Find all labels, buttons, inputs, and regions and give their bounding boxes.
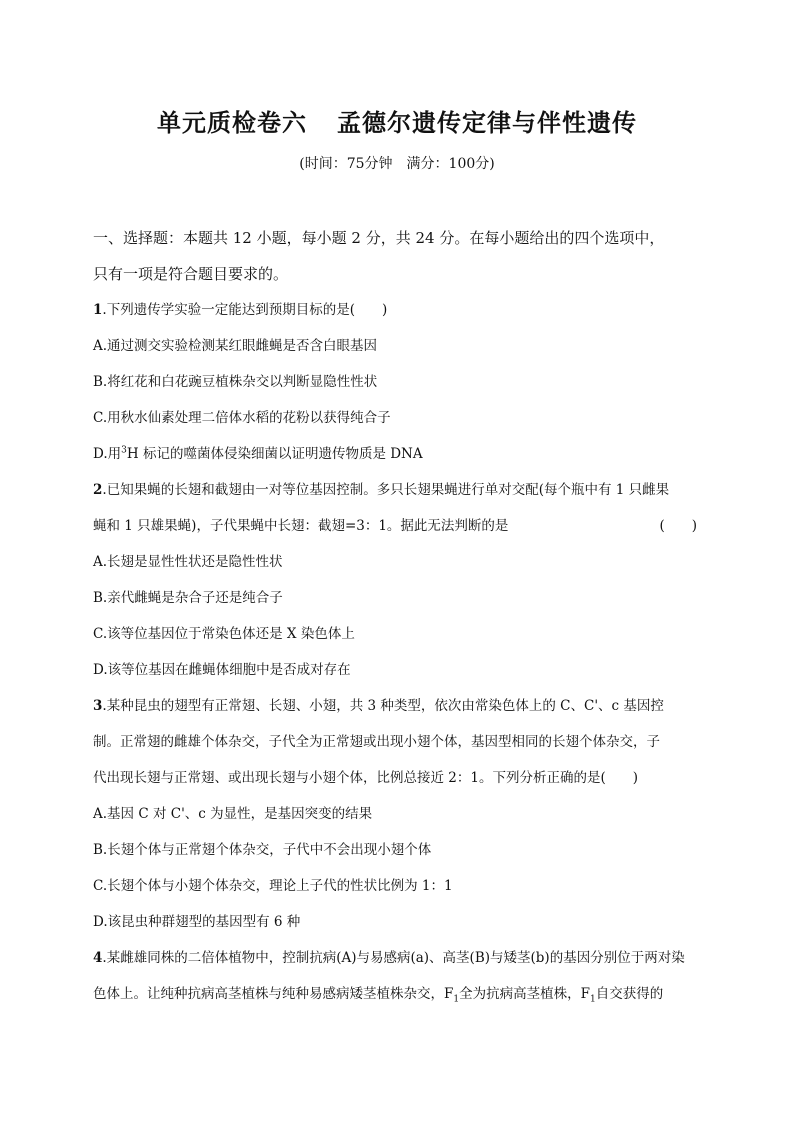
title-unit: 单元质检卷六: [157, 109, 307, 137]
question-number: 1: [93, 302, 103, 318]
question-4-stem-cont: [93, 976, 703, 1012]
question-2-option-c: C.该等位基因位于常染色体还是 X 染色体上: [93, 626, 355, 642]
question-3-stem-cont: 制。正常翅的雌雄个体杂交，子代全为正常翅或出现小翅个体，基因型相同的长翅个体杂交，子: [93, 734, 660, 750]
option-text: H 标记的噬菌体侵染细菌以证明遗传物质是 DNA: [126, 446, 423, 462]
question-3-option-a: A.基因 C 对 C'、c 为显性，是基因突变的结果: [93, 806, 373, 822]
question-1-option-b: B.将红花和白花豌豆植株杂交以判断显隐性性状: [93, 374, 378, 390]
question-1-option-a: A.通过测交实验检测某红眼雌蝇是否含白眼基因: [93, 338, 378, 354]
question-2-option-d: D.该等位基因在雌蝇体细胞中是否成对存在: [93, 662, 351, 678]
question-number: 4: [93, 950, 103, 966]
superscript: 3: [121, 445, 127, 456]
question-text: .下列遗传学实验一定能达到预期目标的是( ): [102, 302, 388, 318]
option-text: D.用: [93, 446, 122, 462]
exam-info: (时间：75分钟 满分：100分): [299, 156, 495, 172]
question-1-stem: [93, 292, 703, 328]
question-number: 3: [93, 698, 103, 714]
question-1-option-c: C.用秋水仙素处理二倍体水稻的花粉以获得纯合子: [93, 410, 391, 426]
question-3-option-c: C.长翅个体与小翅个体杂交，理论上子代的性状比例为 1：1: [93, 878, 453, 894]
question-3-stem: [93, 688, 703, 724]
question-text: .某雌雄同株的二倍体植物中，控制抗病(A)与易感病(a)、高茎(B)与矮茎(b)的基因分别位于两对染: [102, 950, 685, 966]
title-topic: 孟德尔遗传定律与伴性遗传: [337, 109, 637, 137]
question-text: .某种昆虫的翅型有正常翅、长翅、小翅，共 3 种类型，依次由常染色体上的 C、C'、c 基因控: [102, 698, 664, 714]
question-text: .已知果蝇的长翅和截翅由一对等位基因控制。多只长翅果蝇进行单对交配(每个瓶中有 1 只雌果: [102, 482, 670, 498]
question-3-stem-cont: 代出现长翅与正常翅、或出现长翅与小翅个体，比例总接近 2：1。下列分析正确的是( ): [93, 770, 639, 786]
question-2-option-a: A.长翅是显性性状还是隐性性状: [93, 554, 283, 570]
question-2-stem-cont: [93, 508, 703, 544]
question-3-option-d: D.该昆虫种群翅型的基因型有 6 种: [93, 914, 301, 930]
section-heading-cont: 只有一项是符合题目要求的。: [93, 265, 289, 283]
subscript: 1: [453, 994, 460, 1005]
subscript: 1: [589, 994, 596, 1005]
question-text: 色体上。让纯种抗病高茎植株与纯种易感病矮茎植株杂交，F: [93, 986, 454, 1002]
question-2-option-b: B.亲代雌蝇是杂合子还是纯合子: [93, 590, 283, 606]
question-1-option-d: [93, 436, 703, 472]
section-heading: 一、选择题：本题共 12 小题，每小题 2 分，共 24 分。在每小题给出的四个选项中，: [93, 229, 665, 247]
question-2-stem: [93, 472, 703, 508]
question-number: 2: [93, 482, 103, 498]
question-4-stem: [93, 940, 703, 976]
question-text: 蝇和 1 只雄果蝇)，子代果蝇中长翅：截翅=3：1。据此无法判断的是: [93, 518, 509, 534]
exam-body: [93, 220, 703, 1012]
question-text: 全为抗病高茎植株，F: [459, 986, 590, 1002]
answer-bracket: ( ): [659, 518, 697, 534]
question-3-option-b: B.长翅个体与正常翅个体杂交，子代中不会出现小翅个体: [93, 842, 432, 858]
question-text: 自交获得的: [595, 986, 664, 1002]
page-title: [0, 103, 794, 138]
